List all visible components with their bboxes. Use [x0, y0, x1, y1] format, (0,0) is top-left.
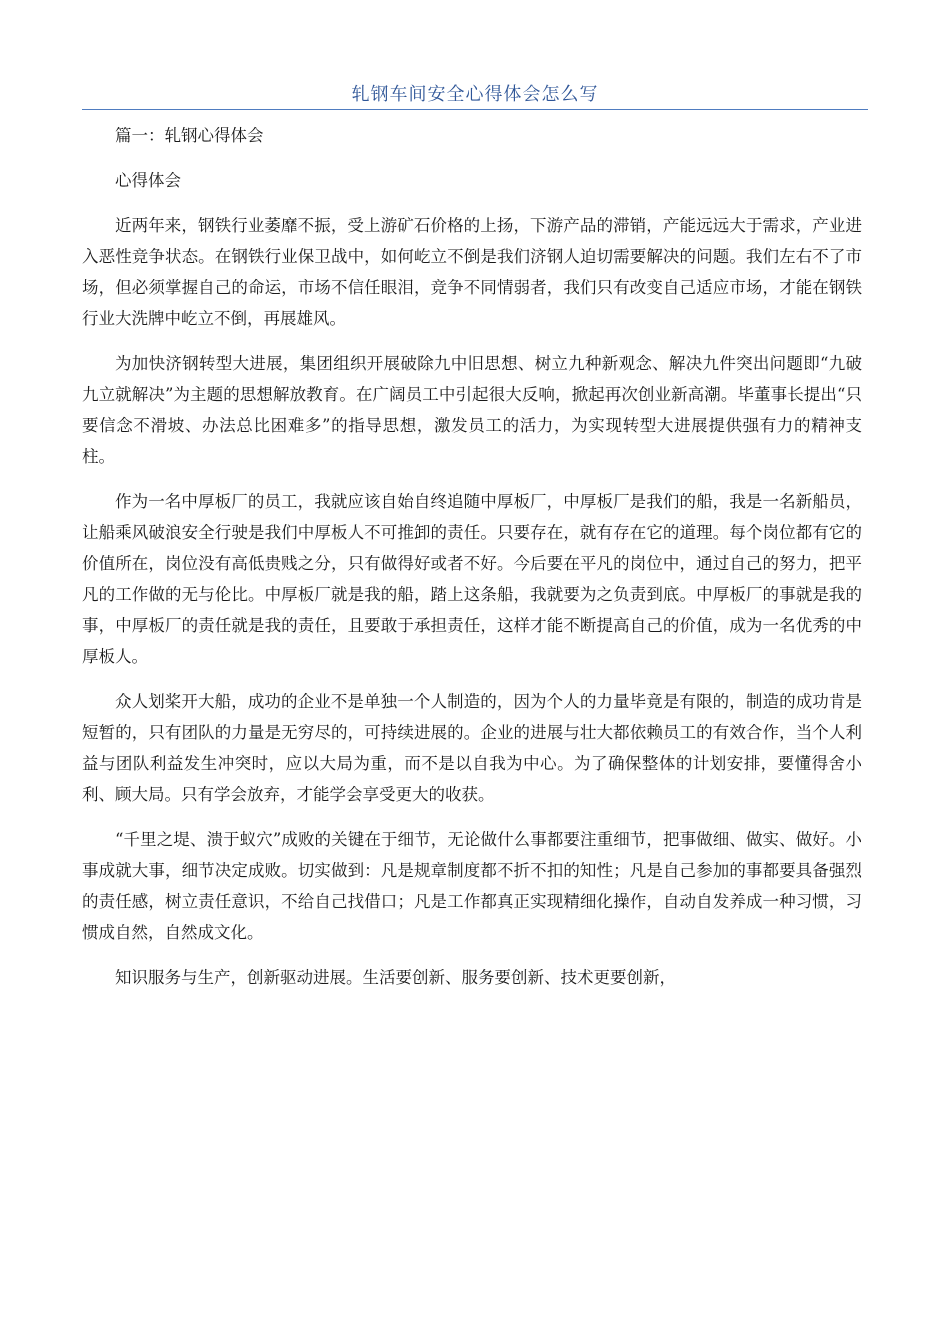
- paragraph: “千里之堤、溃于蚁穴”成败的关键在于细节，无论做什么事都要注重细节，把事做细、做实、做好。小事成就大事，细节决定成败。切实做到：凡是规章制度都不折不扣的知性；凡是自己参加的事都要具备强烈的责任感，树立责任意识，不给自己找借口；凡是工作都真正实现精细化操作，自动自发养成一种习惯，习惯成自然，自然成文化。: [82, 830, 862, 942]
- paragraph: 作为一名中厚板厂的员工，我就应该自始自终追随中厚板厂，中厚板厂是我们的船，我是一名新船员，让船乘风破浪安全行驶是我们中厚板人不可推卸的责任。只要存在，就有存在它的道理。每个岗位都有它的价值所在，岗位没有高低贵贱之分，只有做得好或者不好。今后要在平凡的岗位中，通过自己的努力，把平凡的工作做的无与伦比。中厚板厂就是我的船，踏上这条船，我就要为之负责到底。中厚板厂的事就是我的事，中厚板厂的责任就是我的责任，且要敢于承担责任，这样才能不断提高自己的价值，成为一名优秀的中厚板人。: [82, 492, 862, 666]
- document-title: 轧钢车间安全心得体会怎么写: [351, 84, 599, 105]
- paragraph: 知识服务与生产，创新驱动进展。生活要创新、服务要创新、技术更要创新，: [115, 968, 676, 987]
- paragraph: 众人划桨开大船，成功的企业不是单独一个人制造的，因为个人的力量毕竟是有限的，制造的成功肯是短暂的，只有团队的力量是无穷尽的，可持续进展的。企业的进展与壮大都依赖员工的有效合作，当个人利益与团队利益发生冲突时，应以大局为重，而不是以自我为中心。为了确保整体的计划安排，要懂得舍小利、顾大局。只有学会放弃，才能学会享受更大的收获。: [82, 692, 862, 804]
- paragraph: 为加快济钢转型大进展，集团组织开展破除九中旧思想、树立九种新观念、解决九件突出问题即“九破九立就解决”为主题的思想解放教育。在广阔员工中引起很大反响，掀起再次创业新高潮。毕董事长提出“只要信念不滑坡、办法总比困难多”的指导思想，激发员工的活力，为实现转型大进展提供强有力的精神支柱。: [82, 354, 862, 466]
- document-body: [82, 120, 862, 993]
- document-header: [82, 82, 868, 108]
- section-heading: 篇一：轧钢心得体会: [115, 126, 264, 145]
- paragraph-list: [82, 210, 862, 993]
- paragraph: 近两年来，钢铁行业萎靡不振，受上游矿石价格的上扬，下游产品的滞销，产能远远大于需求，产业进入恶性竞争状态。在钢铁行业保卫战中，如何屹立不倒是我们济钢人迫切需要解决的问题。我们左右不了市场，但必须掌握自己的命运，市场不信任眼泪，竞争不同情弱者，我们只有改变自己适应市场，才能在钢铁行业大洗牌中屹立不倒，再展雄风。: [82, 216, 862, 328]
- title-underline: [82, 109, 868, 110]
- sub-heading: 心得体会: [115, 171, 181, 190]
